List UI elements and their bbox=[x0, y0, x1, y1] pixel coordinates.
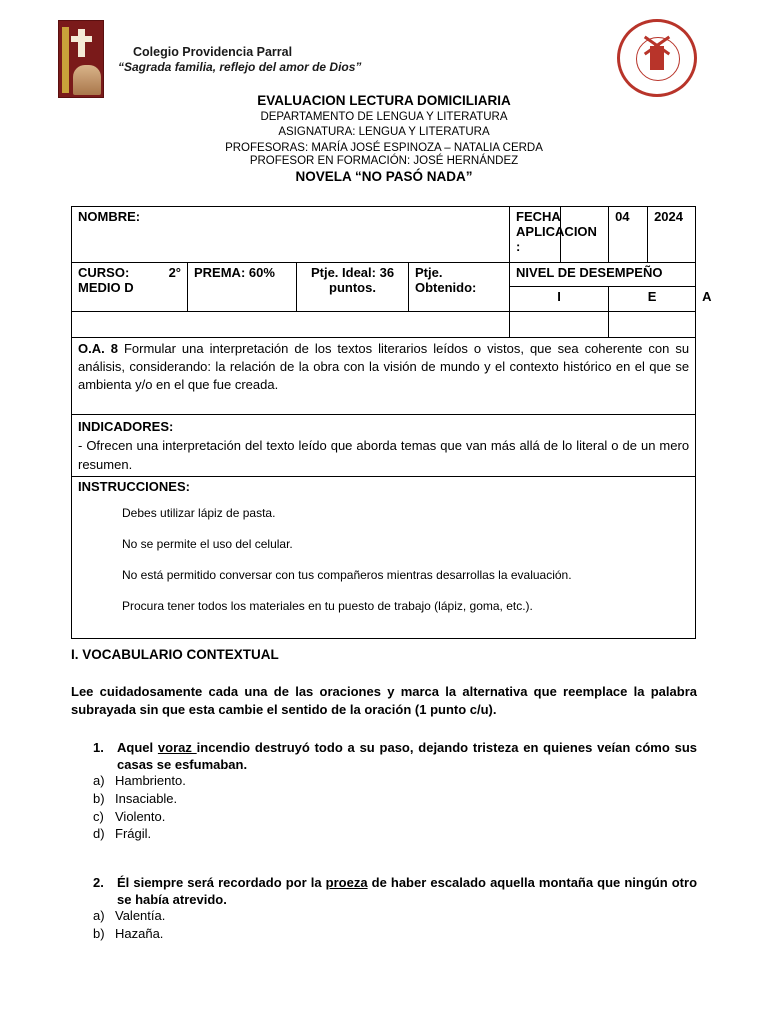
level-e: E bbox=[609, 287, 696, 312]
option[interactable]: d) Frágil. bbox=[93, 826, 152, 841]
course-spacer bbox=[72, 312, 510, 338]
subject-line: ASIGNATURA: LENGUA Y LITERATURA bbox=[278, 126, 490, 138]
option[interactable]: c) Violento. bbox=[93, 809, 166, 824]
month-cell: 04 bbox=[609, 207, 648, 263]
learning-objective: O.A. 8 Formular una interpretación de los textos literarios leídos o vistos, que sea coherente con su análisis, considerando: la relación de la obra con la visión de mundo y el contexto histórico en el que se ambienta y/o en el que fue creada. bbox=[72, 338, 696, 415]
instruction-item: No se permite el uso del celular. bbox=[122, 537, 293, 551]
option[interactable]: a) Hambriento. bbox=[93, 773, 186, 788]
indicators: INDICADORES: - Ofrecen una interpretación del texto leído que aborda temas que van más allá de lo literal o de un mero resumen. bbox=[72, 415, 696, 477]
section-title: I. VOCABULARIO CONTEXTUAL bbox=[71, 647, 279, 662]
department-seal bbox=[617, 19, 697, 97]
name-label: NOMBRE: bbox=[78, 209, 141, 224]
question-1: 1. Aquel voraz incendio destruyó todo a su paso, dejando tristeza en quienes veían cómo sus casas se esfumaban. bbox=[93, 740, 697, 772]
year-cell: 2024 bbox=[648, 207, 696, 263]
exam-title: EVALUACION LECTURA DOMICILIARIA bbox=[257, 93, 511, 108]
school-name: Colegio Providencia Parral bbox=[133, 45, 293, 59]
name-field[interactable] bbox=[72, 207, 510, 263]
ideal-score-cell: Ptje. Ideal: 36 puntos. bbox=[297, 263, 409, 312]
instruction-item: Procura tener todos los materiales en tu puesto de trabajo (lápiz, goma, etc.). bbox=[122, 599, 533, 613]
obtained-score-cell[interactable]: Ptje. Obtenido: bbox=[409, 263, 510, 312]
option[interactable]: a) Valentía. bbox=[93, 908, 166, 923]
level-i-box[interactable] bbox=[510, 312, 609, 338]
department-line: DEPARTAMENTO DE LENGUA Y LITERATURA bbox=[260, 111, 508, 123]
question-2: 2. Él siempre será recordado por la proeza de haber escalado aquella montaña que ningún otro se había atrevido. bbox=[93, 875, 698, 907]
teachers-line: PROFESORAS: MARÍA JOSÉ ESPINOZA – NATALIA CERDA bbox=[225, 142, 543, 154]
instruction-item: No está permitido conversar con tus compañeros mientras desarrollas la evaluación. bbox=[122, 568, 572, 582]
novel-title: NOVELA “NO PASÓ NADA” bbox=[295, 169, 473, 184]
option[interactable]: b) Hazaña. bbox=[93, 926, 164, 941]
option[interactable]: b) Insaciable. bbox=[93, 791, 178, 806]
date-label-cell: FECHA APLICACION : bbox=[510, 207, 561, 263]
performance-level-header: NIVEL DE DESEMPEÑO bbox=[510, 263, 696, 287]
level-i: I bbox=[510, 287, 609, 312]
underlined-word: proeza bbox=[325, 875, 368, 890]
prema-cell: PREMA: 60% bbox=[188, 263, 297, 312]
school-motto: “Sagrada familia, reflejo del amor de Dios” bbox=[118, 60, 362, 74]
school-logo bbox=[58, 20, 104, 98]
section-instruction: Lee cuidadosamente cada una de las oraciones y marca la alternativa que reemplace la palabra subrayada sin que esta cambie el sentido de la oración (1 punto c/u). bbox=[71, 684, 697, 717]
course-cell: CURSO: 2° MEDIO D bbox=[72, 263, 188, 312]
instructions: INSTRUCCIONES: Debes utilizar lápiz de pasta. No se permite el uso del celular. No está permitido conversar con tus compañeros mientras desarrollas la evaluación. Procura tener todos los materiales en tu puesto de trabajo (lápiz, goma, etc.). bbox=[72, 477, 696, 639]
trainee-line: PROFESOR EN FORMACIÓN: JOSÉ HERNÁNDEZ bbox=[249, 155, 519, 167]
instruction-item: Debes utilizar lápiz de pasta. bbox=[122, 506, 276, 520]
exam-info-table: NOMBRE: FECHA APLICACION : 04 2024 CURSO: 2° MEDIO D PREMA: 60% Ptje. Ideal: 36 puntos. Ptje. Obtenido: NIVEL DE DESEMPEÑO I E A O.A. 8 Formular una interpretación de los textos literarios leídos o vistos, que sea coherente con su análisis, considerando: la relación de la obra con la visión de mundo y el contexto histórico en el que se ambienta y/o en el que fue creada. INDICADORES: - Ofrecen una interpretación del texto leído que aborda temas que van más allá de lo literal o de un mero resumen. INSTRUCCIONES: Debes utilizar lápiz de pasta. No se permite el uso del celular. No está permitido conversar con tus compañeros mientras desarrollas la evaluación. Procura tener todos los materiales en tu puesto de trabajo (lápiz, goma, etc.). bbox=[71, 206, 696, 639]
underlined-word: voraz bbox=[157, 740, 197, 755]
level-e-box[interactable] bbox=[609, 312, 696, 338]
